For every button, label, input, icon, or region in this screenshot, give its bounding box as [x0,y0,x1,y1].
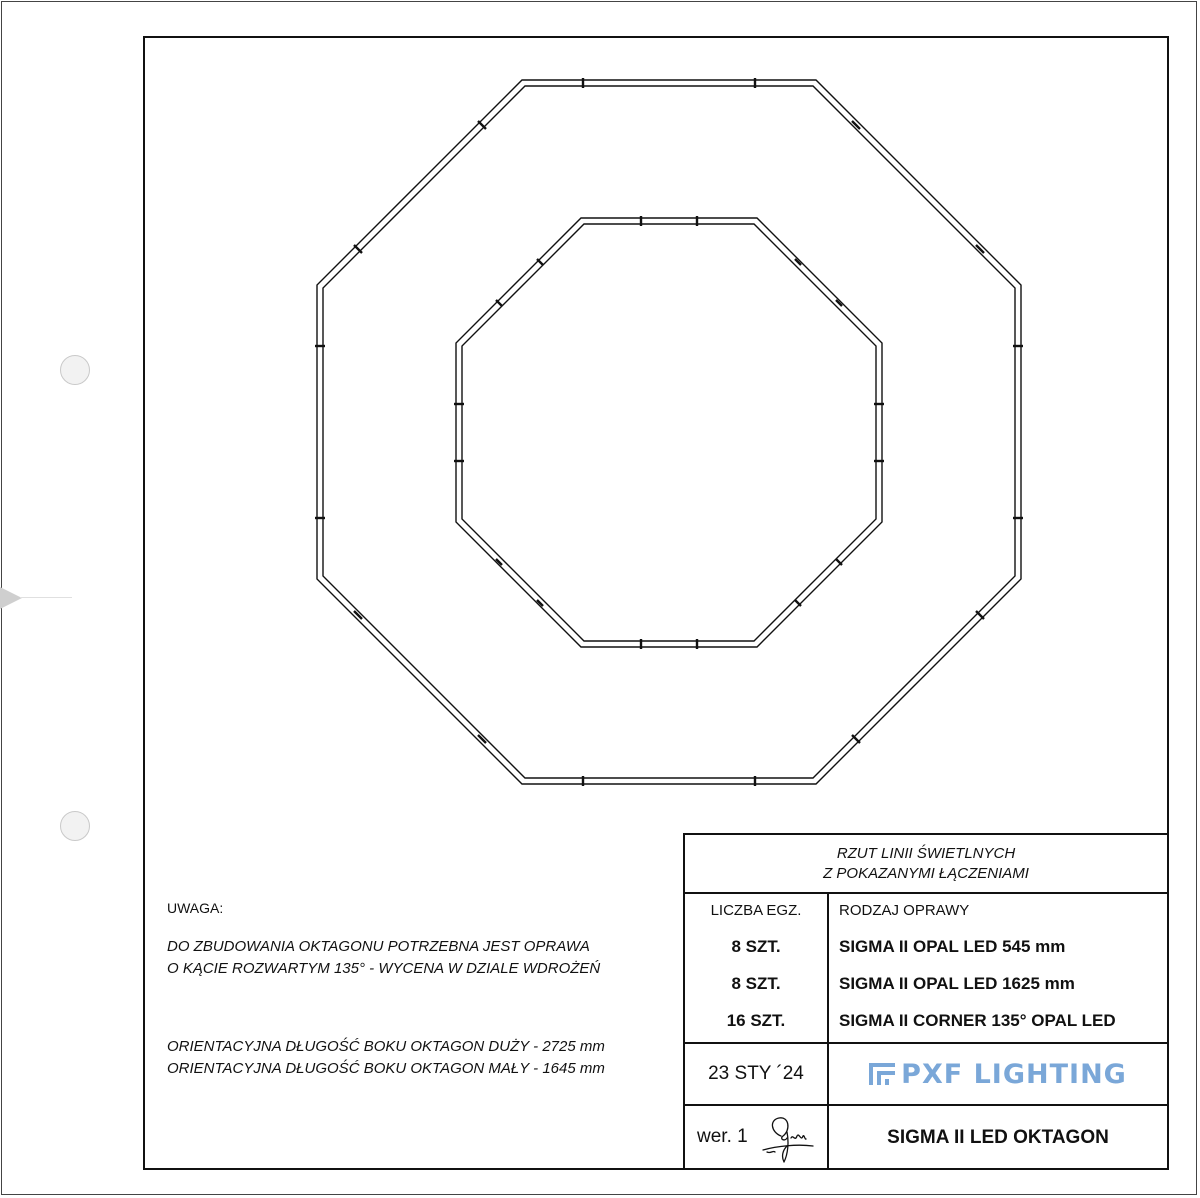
small-octagon-inner [462,224,876,641]
type-header: RODZAJ OPRAWY [839,902,970,919]
heading-line-2: Z POKAZANYMI ŁĄCZENIAMI [823,864,1029,882]
pxf-logo [829,1044,1167,1104]
quantity-column [685,894,827,1039]
type-row-2: SIGMA II OPAL LED 1625 mm [839,974,1075,993]
joint-marks [315,78,1023,786]
title-block-heading [685,835,1167,892]
type-row-3: SIGMA II CORNER 135° OPAL LED [839,1011,1116,1030]
length-large-note: ORIENTACYJNA DŁUGOŚĆ BOKU OKTAGON DUŻY - 2725 mm [167,1038,605,1055]
length-small-note: ORIENTACYJNA DŁUGOŚĆ BOKU OKTAGON MAŁY - 1645 mm [167,1060,605,1077]
date-field: 23 STY ´24 [708,1063,804,1084]
large-octagon-outer [317,80,1021,784]
version-cell [685,1106,827,1169]
type-row-1: SIGMA II OPAL LED 545 mm [839,937,1066,956]
type-column [829,894,1167,1039]
qty-header: LICZBA EGZ. [710,902,802,919]
qty-row-1: 8 SZT. [731,937,781,956]
logo-text: PXF LIGHTING [901,1058,1127,1090]
title-block [683,833,1167,1169]
pxf-logo-icon [869,1063,895,1085]
qty-row-3: 16 SZT. [726,1011,786,1030]
qty-row-2: 8 SZT. [731,974,781,993]
heading-line-1: RZUT LINII ŚWIETLNYCH [836,844,1016,862]
notes-label: UWAGA: [167,900,224,916]
drawing-title: SIGMA II LED OKTAGON [887,1127,1109,1148]
small-octagon-outer [456,218,882,647]
notes-section [167,900,677,1080]
note-line-1: DO ZBUDOWANIA OKTAGONU POTRZEBNA JEST OPRAWA [167,938,590,955]
signature [757,1112,819,1166]
version-label: wer. 1 [697,1126,748,1147]
note-line-2: O KĄCIE ROZWARTYM 135° - WYCENA W DZIALE WDROŻEŃ [167,960,601,977]
large-octagon-inner [323,86,1015,778]
